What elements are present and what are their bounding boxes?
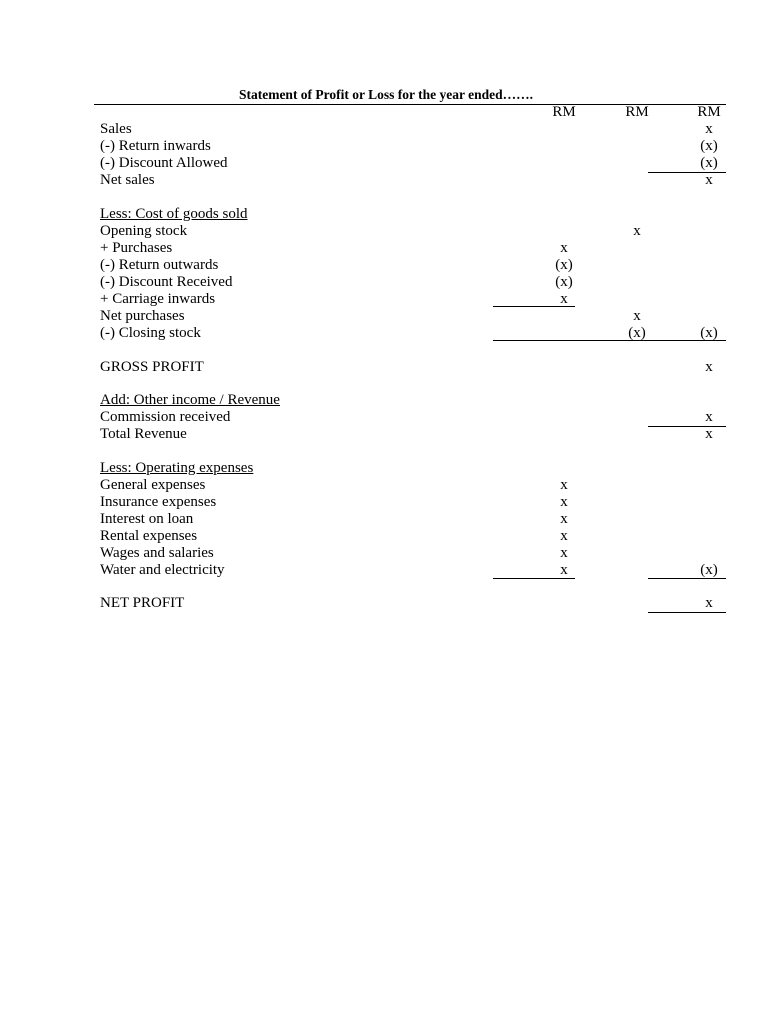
amount-cell-c3: (x) [700, 562, 718, 578]
amount-cell-c2: (x) [628, 325, 646, 341]
amount-cell-c1: (x) [555, 257, 573, 273]
statement-row [0, 308, 768, 325]
row-label: Rental expenses [100, 528, 198, 544]
amount-cell-c1: x [560, 545, 568, 561]
row-label: GROSS PROFIT [100, 359, 204, 375]
statement-row [0, 595, 768, 612]
amount-cell-c3: x [705, 595, 713, 611]
statement-row [0, 121, 768, 138]
row-label: Sales [100, 121, 132, 137]
amount-cell-c1: x [560, 240, 568, 256]
row-label: (-) Closing stock [100, 325, 201, 341]
statement-row [0, 359, 768, 376]
column-header-row [0, 104, 768, 121]
statement-row [0, 460, 768, 477]
row-label: Commission received [100, 409, 231, 425]
row-label: + Carriage inwards [100, 291, 216, 307]
row-label: Net purchases [100, 308, 185, 324]
expenses-rule-left [493, 578, 575, 579]
row-label: Insurance expenses [100, 494, 217, 510]
amount-cell-c1: x [560, 477, 568, 493]
statement-row [0, 155, 768, 172]
amount-cell-c3: x [705, 172, 713, 188]
cogs-rule-left [493, 340, 726, 341]
statement-row [0, 138, 768, 155]
row-label: (-) Return outwards [100, 257, 219, 273]
statement-row [0, 392, 768, 409]
statement-row [0, 511, 768, 528]
amount-cell-c3: (x) [700, 155, 718, 171]
amount-cell-c3: (x) [700, 138, 718, 154]
amount-cell-c2: x [633, 223, 641, 239]
row-label: Water and electricity [100, 562, 225, 578]
row-label: + Purchases [100, 240, 173, 256]
statement-title: Statement of Profit or Loss for the year ended……. [238, 87, 534, 102]
statement-row [0, 477, 768, 494]
statement-row [0, 223, 768, 240]
statement-row [0, 274, 768, 291]
expenses-rule-right [648, 578, 726, 579]
amount-cell-c1: x [560, 494, 568, 510]
amount-cell-c1: x [560, 562, 568, 578]
row-label: (-) Return inwards [100, 138, 211, 154]
row-label: Net sales [100, 172, 155, 188]
statement-row [0, 494, 768, 511]
statement-row [0, 240, 768, 257]
section-heading: Less: Cost of goods sold [100, 206, 248, 222]
row-label: Wages and salaries [100, 545, 214, 561]
statement-row [0, 528, 768, 545]
amount-cell-c1: x [560, 511, 568, 527]
statement-row [0, 257, 768, 274]
row-label: NET PROFIT [100, 595, 185, 611]
row-label: (-) Discount Received [100, 274, 233, 290]
section-heading: Less: Operating expenses [100, 460, 254, 476]
column-header-rm-1: RM [552, 104, 576, 120]
statement-row [0, 206, 768, 223]
amount-cell-c1: x [560, 528, 568, 544]
statement-row [0, 426, 768, 443]
amount-cell-c1: (x) [555, 274, 573, 290]
amount-cell-c3: x [705, 409, 713, 425]
row-label: (-) Discount Allowed [100, 155, 228, 171]
row-label: Total Revenue [100, 426, 187, 442]
commission-rule [648, 426, 726, 427]
statement-row [0, 172, 768, 189]
net-profit-rule [648, 612, 726, 613]
row-label: Opening stock [100, 223, 188, 239]
amount-cell-c1: x [560, 291, 568, 307]
purchases-rule [493, 306, 575, 307]
amount-cell-c3: (x) [700, 325, 718, 341]
net-sales-rule [648, 172, 726, 173]
amount-cell-c3: x [705, 121, 713, 137]
amount-cell-c3: x [705, 426, 713, 442]
statement-row [0, 409, 768, 426]
statement-row [0, 562, 768, 579]
statement-row [0, 291, 768, 308]
row-label: General expenses [100, 477, 206, 493]
section-heading: Add: Other income / Revenue [100, 392, 280, 408]
amount-cell-c3: x [705, 359, 713, 375]
column-header-rm-3: RM [697, 104, 721, 120]
amount-cell-c2: x [633, 308, 641, 324]
statement-row [0, 545, 768, 562]
column-header-rm-2: RM [625, 104, 649, 120]
row-label: Interest on loan [100, 511, 194, 527]
